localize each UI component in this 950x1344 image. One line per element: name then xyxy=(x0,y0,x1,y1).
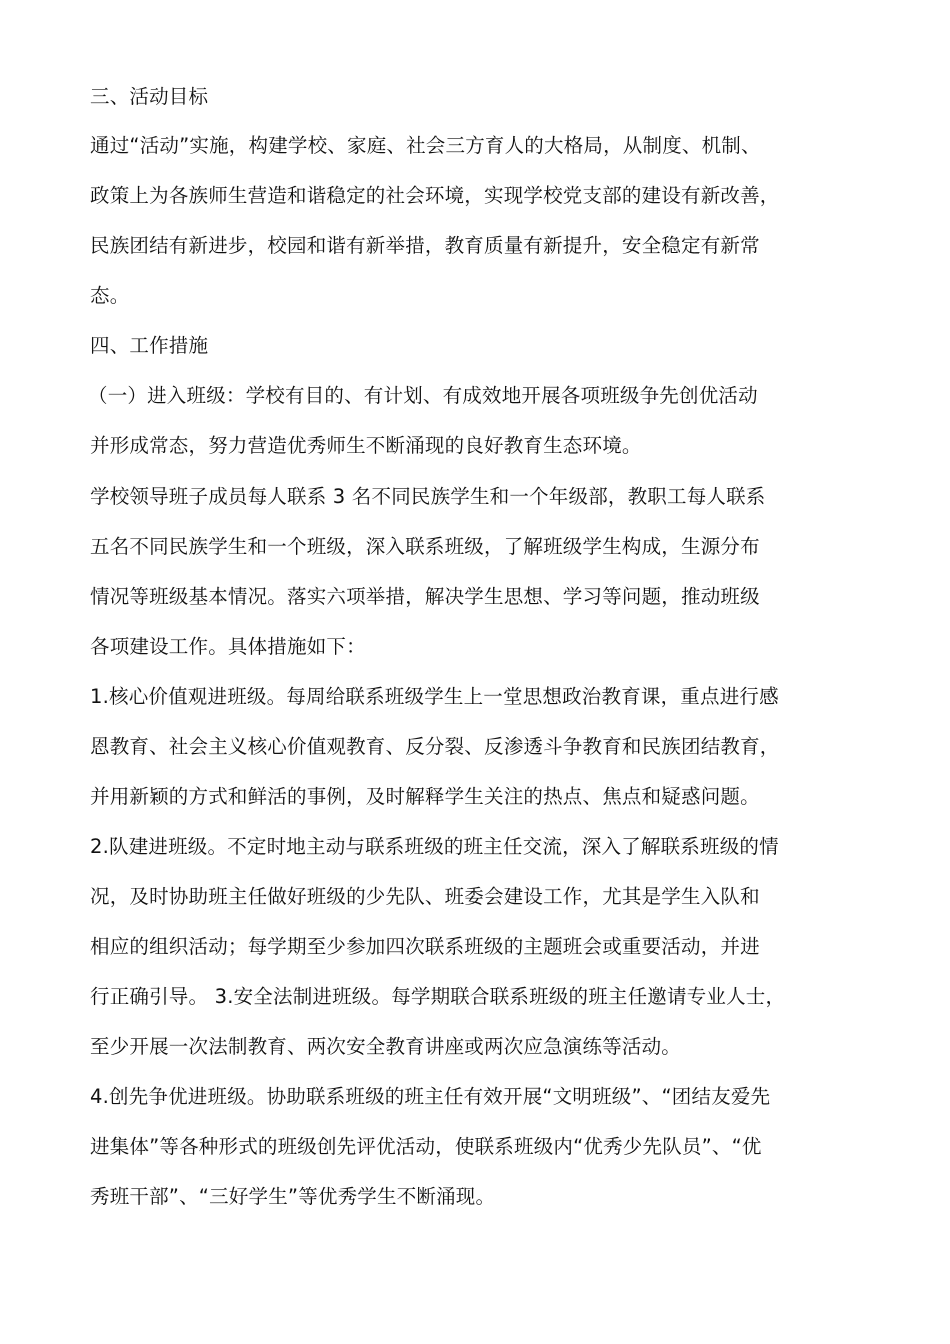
heading-activity-goals: 三、活动目标 xyxy=(90,85,209,108)
text-line: 行正确引导。 3.安全法制进班级。每学期联合联系班级的班主任邀请专业人士， xyxy=(90,985,786,1008)
text-line: 政策上为各族师生营造和谐稳定的社会环境，实现学校党支部的建设有新改善， xyxy=(90,184,780,207)
text-line: 1.核心价值观进班级。每周给联系班级学生上一堂思想政治教育课，重点进行感 xyxy=(90,685,779,708)
text-line: 民族团结有新进步，校园和谐有新举措，教育质量有新提升，安全稳定有新常 xyxy=(90,234,760,257)
text-line: 学校领导班子成员每人联系 3 名不同民族学生和一个年级部，教职工每人联系 xyxy=(90,485,766,508)
text-line: 态。 xyxy=(90,284,130,307)
text-line: 2.队建进班级。不定时地主动与联系班级的班主任交流，深入了解联系班级的情 xyxy=(90,835,779,858)
text-line: 秀班干部”、“三好学生”等优秀学生不断涌现。 xyxy=(90,1185,496,1208)
text-line: 情况等班级基本情况。落实六项举措，解决学生思想、学习等问题，推动班级 xyxy=(90,585,760,608)
text-line: 4.创先争优进班级。协助联系班级的班主任有效开展“文明班级”、“团结友爱先 xyxy=(90,1085,771,1108)
text-line: 相应的组织活动；每学期至少参加四次联系班级的主题班会或重要活动，并进 xyxy=(90,935,760,958)
text-line: 五名不同民族学生和一个班级，深入联系班级，了解班级学生构成，生源分布 xyxy=(90,535,760,558)
text-line: 况，及时协助班主任做好班级的少先队、班委会建设工作，尤其是学生入队和 xyxy=(90,885,760,908)
text-line: （一）进入班级：学校有目的、有计划、有成效地开展各项班级争先创优活动 xyxy=(88,384,758,407)
text-line: 各项建设工作。具体措施如下： xyxy=(90,635,366,658)
text-line: 至少开展一次法制教育、两次安全教育讲座或两次应急演练等活动。 xyxy=(90,1035,682,1058)
text-line: 进集体”等各种形式的班级创先评优活动，使联系班级内“优秀少先队员”、“优 xyxy=(90,1135,762,1158)
heading-work-measures: 四、工作措施 xyxy=(90,334,209,357)
text-line: 通过“活动”实施，构建学校、家庭、社会三方育人的大格局，从制度、机制、 xyxy=(90,134,761,157)
text-line: 并形成常态，努力营造优秀师生不断涌现的良好教育生态环境。 xyxy=(90,434,642,457)
text-line: 恩教育、社会主义核心价值观教育、反分裂、反渗透斗争教育和民族团结教育， xyxy=(90,735,780,758)
text-line: 并用新颖的方式和鲜活的事例，及时解释学生关注的热点、焦点和疑惑问题。 xyxy=(90,785,760,808)
